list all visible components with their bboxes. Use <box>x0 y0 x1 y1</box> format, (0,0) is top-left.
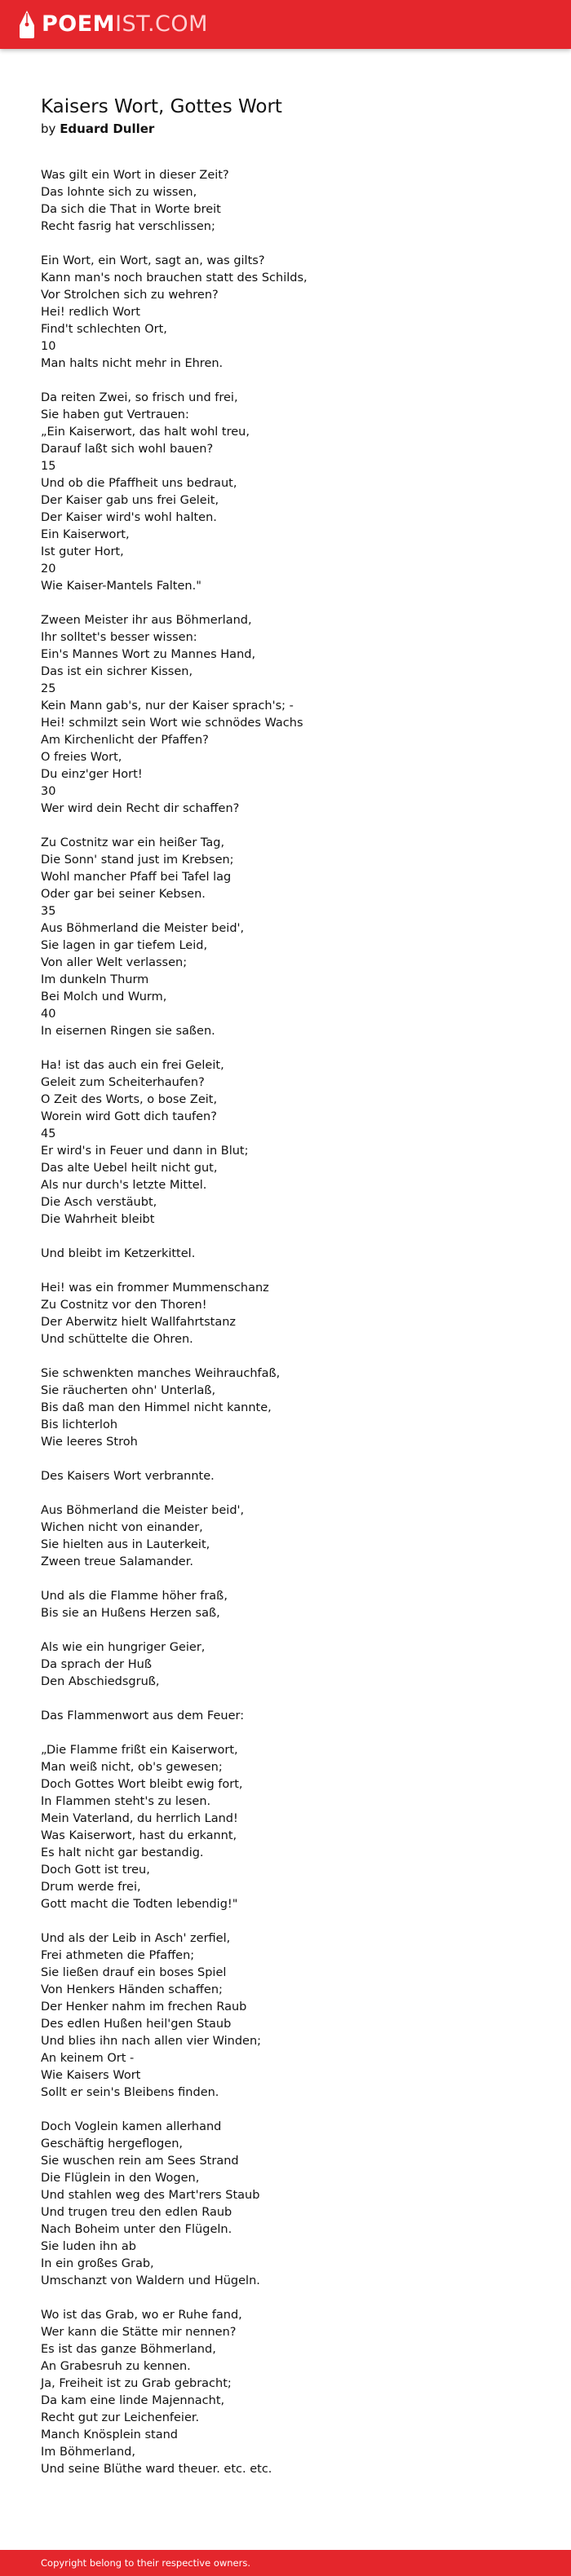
poem-stanza <box>41 167 530 236</box>
poem-line: Recht gut zur Leichenfeier. <box>41 2411 200 2424</box>
poem-line: Und schüttelte die Ohren. <box>41 1333 193 1346</box>
poem-stanza <box>41 1588 530 1622</box>
site-footer <box>0 2550 571 2576</box>
poem-line: Das alte Uebel heilt nicht gut, <box>41 1162 218 1175</box>
site-header <box>0 0 571 49</box>
poem-line: Manch Knösplein stand <box>41 2428 178 2441</box>
poem-line: Hei! schmilzt sein Wort wie schnödes Wachs <box>41 717 303 730</box>
poem-line: Hei! redlich Wort <box>41 306 140 319</box>
site-logo-link[interactable] <box>18 10 208 39</box>
logo-text-light: IST.COM <box>115 11 208 37</box>
poem-line: Der Kaiser wird's wohl halten. <box>41 511 217 524</box>
poem-line: Ihr solltet's besser wissen: <box>41 631 197 644</box>
poem-line: Hei! was ein frommer Mummenschanz <box>41 1281 269 1295</box>
poem-line: Drum werde frei, <box>41 1881 141 1894</box>
poem-line: An keinem Ort - <box>41 2052 135 2065</box>
poem-line: Kein Mann gab's, nur der Kaiser sprach's; - <box>41 699 294 712</box>
poem-line: Wichen nicht von einander, <box>41 1521 203 1534</box>
poem-line: Am Kirchenlicht der Pfaffen? <box>41 734 209 747</box>
poem-stanza <box>41 1057 530 1228</box>
poem-line: Ein Kaiserwort, <box>41 528 130 541</box>
poem-stanza <box>41 1280 530 1348</box>
poet-name-link[interactable]: Eduard Duller <box>60 121 155 136</box>
poem-line: Sie hielten aus in Lauterkeit, <box>41 1538 210 1551</box>
poem-line: 40 <box>41 1008 56 1021</box>
poem-line: Wie Kaiser-Mantels Falten." <box>41 580 201 593</box>
poem-line: Du einz'ger Hort! <box>41 768 143 781</box>
poem-stanza <box>41 1246 530 1263</box>
poem-line: Ein Wort, ein Wort, sagt an, was gilts? <box>41 254 265 267</box>
poem-line: Der Aberwitz hielt Wallfahrtstanz <box>41 1316 237 1329</box>
poem-line: Wer kann die Stätte mir nennen? <box>41 2326 237 2339</box>
poem-title: Kaisers Wort, Gottes Wort <box>41 96 282 117</box>
poem-line: In ein großes Grab, <box>41 2257 154 2270</box>
poem-line: Von aller Welt verlassen; <box>41 956 188 969</box>
poem-line: Da sprach der Huß <box>41 1658 152 1671</box>
poem-stanza <box>41 612 530 818</box>
poem-stanza <box>41 1708 530 1725</box>
poem-line: Geleit zum Scheiterhaufen? <box>41 1076 205 1089</box>
poem-line: An Grabesruh zu kennen. <box>41 2360 191 2373</box>
poem-line: Aus Böhmerland die Meister beid', <box>41 1504 245 1517</box>
poem-line: Sie haben gut Vertrauen: <box>41 408 189 421</box>
poem-line: Zu Costnitz vor den Thoren! <box>41 1299 207 1312</box>
poem-line: Wo ist das Grab, wo er Ruhe fand, <box>41 2309 242 2322</box>
poem-line: Wie Kaisers Wort <box>41 2069 141 2082</box>
poem-line: Von Henkers Händen schaffen; <box>41 1983 223 1996</box>
poem-line: Und bleibt im Ketzerkittel. <box>41 1247 196 1260</box>
poem-stanza <box>41 390 530 595</box>
poem-line: Des Kaisers Wort verbrannte. <box>41 1470 215 1483</box>
copyright-notice: Copyright belong to their respective owners. <box>41 2557 251 2569</box>
poem-line: Aus Böhmerland die Meister beid', <box>41 922 245 935</box>
poem-line: Er wird's in Feuer und dann in Blut; <box>41 1145 249 1158</box>
poem-line: Ha! ist das auch ein frei Geleit, <box>41 1059 224 1072</box>
poem-line: Vor Strolchen sich zu wehren? <box>41 289 219 302</box>
poem-stanza <box>41 2307 530 2478</box>
poem-line: Die Sonn' stand just im Krebsen; <box>41 854 234 867</box>
poem-line: Das ist ein sichrer Kissen, <box>41 665 193 678</box>
poem-line: Und ob die Pfaffheit uns bedraut, <box>41 477 237 490</box>
poem-line: 25 <box>41 682 56 695</box>
poem-stanza <box>41 1365 530 1451</box>
poem-line: Und blies ihn nach allen vier Winden; <box>41 2035 262 2048</box>
poem-stanza <box>41 1468 530 1485</box>
poem-line: Und trugen treu den edlen Raub <box>41 2206 232 2219</box>
poem-line: Sollt er sein's Bleibens finden. <box>41 2086 219 2099</box>
poem-line: Man weiß nicht, ob's gewesen; <box>41 1761 223 1774</box>
poem-stanza <box>41 1742 530 1913</box>
poem-line: Gott macht die Todten lebendig!" <box>41 1898 238 1911</box>
poem-line: Den Abschiedsgruß, <box>41 1675 160 1688</box>
poem-line: Als nur durch's letzte Mittel. <box>41 1179 207 1192</box>
poem-byline <box>41 121 530 137</box>
poem-line: Was Kaiserwort, hast du erkannt, <box>41 1829 237 1842</box>
poem-line: Die Wahrheit bleibt <box>41 1213 155 1226</box>
poem-line: 10 <box>41 340 56 353</box>
poem-line: Worein wird Gott dich taufen? <box>41 1110 217 1123</box>
poem-line: Da kam eine linde Majennacht, <box>41 2394 225 2407</box>
poem-line: Recht fasrig hat verschlissen; <box>41 220 215 233</box>
poem-line: Ein's Mannes Wort zu Mannes Hand, <box>41 648 256 661</box>
poem-line: Zu Costnitz war ein heißer Tag, <box>41 836 225 849</box>
poem-article <box>41 95 530 2495</box>
poem-line: Wohl mancher Pfaff bei Tafel lag <box>41 871 232 884</box>
poem-line: Es ist das ganze Böhmerland, <box>41 2343 216 2356</box>
poem-stanza <box>41 835 530 1040</box>
poem-line: Die Asch verstäubt, <box>41 1196 157 1209</box>
poem-line: 35 <box>41 905 56 918</box>
poem-line: Bis daß man den Himmel nicht kannte, <box>41 1401 272 1414</box>
poem-line: Bis lichterloh <box>41 1418 118 1431</box>
poem-line: Da sich die That in Worte breit <box>41 203 221 216</box>
poem-line: Und seine Blüthe ward theuer. etc. etc. <box>41 2463 272 2476</box>
poem-stanza <box>41 1930 530 2102</box>
poem-line: 45 <box>41 1127 56 1140</box>
poem-line: Oder gar bei seiner Kebsen. <box>41 888 206 901</box>
poem-line: Doch Gott ist treu, <box>41 1864 150 1877</box>
poem-line: Bis sie an Hußens Herzen saß, <box>41 1607 220 1620</box>
poem-line: Der Kaiser gab uns frei Geleit, <box>41 494 219 507</box>
poem-line: In eisernen Ringen sie saßen. <box>41 1025 215 1038</box>
poem-line: Im Böhmerland, <box>41 2446 135 2459</box>
poem-line: Als wie ein hungriger Geier, <box>41 1641 206 1654</box>
poem-body <box>41 167 530 2478</box>
poem-line: „Ein Kaiserwort, das halt wohl treu, <box>41 426 250 439</box>
poem-stanza <box>41 1639 530 1691</box>
poem-line: Wer wird dein Recht dir schaffen? <box>41 802 240 815</box>
poem-line: Umschanzt von Waldern und Hügeln. <box>41 2274 260 2287</box>
poem-line: Darauf laßt sich wohl bauen? <box>41 443 214 456</box>
poem-line: Und als der Leib in Asch' zerfiel, <box>41 1932 231 1945</box>
poem-line: O freies Wort, <box>41 751 122 764</box>
poem-line: Sie schwenkten manches Weihrauchfaß, <box>41 1367 281 1380</box>
poem-line: Zween treue Salamander. <box>41 1555 193 1568</box>
poem-line: In Flammen steht's zu lesen. <box>41 1795 211 1808</box>
poem-line: Die Flüglein in den Wogen, <box>41 2172 200 2185</box>
poem-line: Doch Gottes Wort bleibt ewig fort, <box>41 1778 243 1791</box>
poem-line: Es halt nicht gar bestandig. <box>41 1846 204 1859</box>
poem-line: Sie lagen in gar tiefem Leid, <box>41 939 208 952</box>
poem-line: Der Henker nahm im frechen Raub <box>41 2000 247 2014</box>
site-logo-text <box>42 10 208 39</box>
poem-line: Frei athmeten die Pfaffen; <box>41 1949 195 1962</box>
poem-line: 15 <box>41 460 56 473</box>
poem-line: Zween Meister ihr aus Böhmerland, <box>41 614 252 627</box>
poem-line: Kann man's noch brauchen statt des Schilds, <box>41 271 308 285</box>
poem-line: Find't schlechten Ort, <box>41 323 167 336</box>
poem-line: Sie wuschen rein am Sees Strand <box>41 2155 239 2168</box>
byline-prefix: by <box>41 121 56 136</box>
poem-line: Das lohnte sich zu wissen, <box>41 186 197 199</box>
poem-line: Und als die Flamme höher fraß, <box>41 1590 228 1603</box>
poem-line: O Zeit des Worts, o bose Zeit, <box>41 1093 218 1106</box>
poem-line: Was gilt ein Wort in dieser Zeit? <box>41 169 229 182</box>
poem-line: Sie luden ihn ab <box>41 2240 137 2253</box>
poem-line: Geschäftig hergeflogen, <box>41 2137 184 2150</box>
poem-line: Das Flammenwort aus dem Feuer: <box>41 1709 245 1722</box>
poem-stanza <box>41 2119 530 2290</box>
poem-line: Des edlen Hußen heil'gen Staub <box>41 2018 232 2031</box>
poem-line: Wie leeres Stroh <box>41 1436 138 1449</box>
pen-nib-icon <box>18 10 36 39</box>
poem-stanza <box>41 253 530 373</box>
poem-line: Sie räucherten ohn' Unterlaß, <box>41 1384 216 1397</box>
poem-line: „Die Flamme frißt ein Kaiserwort, <box>41 1744 238 1757</box>
poem-line: Sie ließen drauf ein boses Spiel <box>41 1966 227 1979</box>
poem-line: Da reiten Zwei, so frisch und frei, <box>41 391 238 404</box>
poem-line: Bei Molch und Wurm, <box>41 990 167 1003</box>
poem-line: Nach Boheim unter den Flügeln. <box>41 2223 232 2236</box>
poem-line: 20 <box>41 562 56 576</box>
poem-line: Und stahlen weg des Mart'rers Staub <box>41 2189 260 2202</box>
poem-line: Mein Vaterland, du herrlich Land! <box>41 1812 238 1825</box>
poem-line: 30 <box>41 785 56 798</box>
poem-line: Man halts nicht mehr in Ehren. <box>41 357 224 370</box>
logo-text-bold: POEM <box>42 11 116 37</box>
poem-line: Ja, Freiheit ist zu Grab gebracht; <box>41 2377 232 2390</box>
poem-line: Ist guter Hort, <box>41 545 124 558</box>
poem-stanza <box>41 1502 530 1571</box>
poem-line: Im dunkeln Thurm <box>41 973 149 986</box>
poem-line: Doch Voglein kamen allerhand <box>41 2120 222 2133</box>
